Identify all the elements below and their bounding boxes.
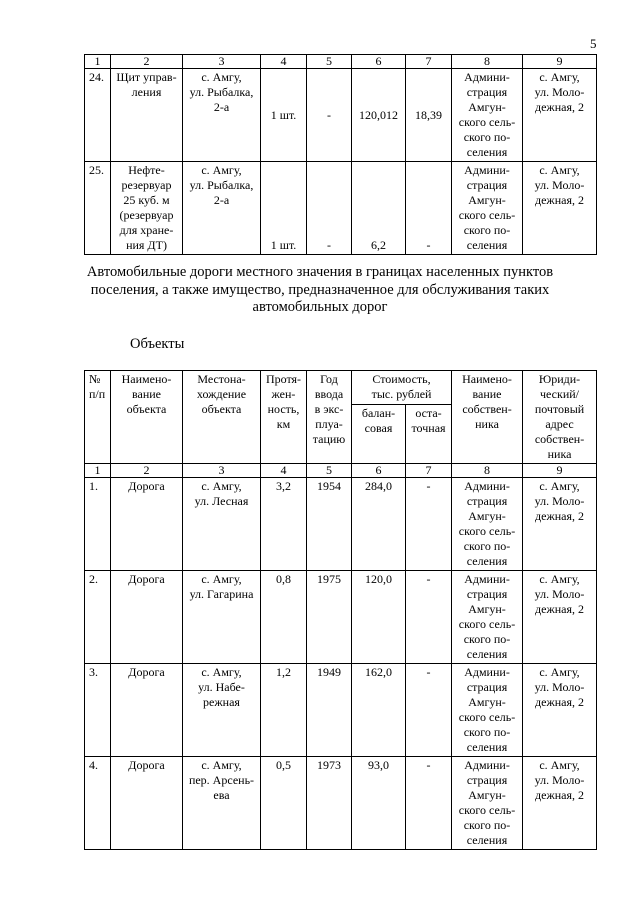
object-name: Нефте- резервуар 25 куб. м (резервуар для хране- ния ДТ)	[111, 162, 183, 255]
object-length: 0,8	[261, 571, 307, 664]
column-number: 8	[452, 464, 523, 478]
balance-cost: 162,0	[352, 664, 406, 757]
balance-cost: 93,0	[352, 757, 406, 850]
commission-year: 1973	[307, 757, 352, 850]
header-balance: балан- совая	[352, 405, 406, 464]
row-number: 24.	[85, 69, 111, 162]
roads-table	[84, 370, 597, 850]
header-address: Юриди- ческий/ почтовый адрес собствен- ника	[523, 371, 597, 464]
header-cost: Стоимость, тыс. рублей	[352, 371, 452, 405]
header-location: Местона- хождение объекта	[183, 371, 261, 464]
row-number: 4.	[85, 757, 111, 850]
owner-address: с. Амгу, ул. Моло- дежная, 2	[523, 757, 597, 850]
header-name: Наимено- вание объекта	[111, 371, 183, 464]
row-number: 25.	[85, 162, 111, 255]
owner-address: с. Амгу, ул. Моло- дежная, 2	[523, 478, 597, 571]
column-number: 4	[261, 55, 307, 69]
table-row	[85, 478, 597, 571]
commission-year: -	[307, 69, 352, 162]
owner-name: Админи- страция Амгун- ского сель- ского по- селения	[452, 757, 523, 850]
column-number: 9	[523, 55, 597, 69]
page-number: 5	[590, 36, 597, 51]
commission-year: 1954	[307, 478, 352, 571]
column-number: 1	[85, 464, 111, 478]
commission-year: -	[307, 162, 352, 255]
table-row	[85, 664, 597, 757]
object-length: 3,2	[261, 478, 307, 571]
residual-cost: -	[406, 478, 452, 571]
residual-cost: -	[406, 664, 452, 757]
row-number: 3.	[85, 664, 111, 757]
object-length: 1,2	[261, 664, 307, 757]
object-location: с. Амгу, ул. Набе- режная	[183, 664, 261, 757]
table-row	[85, 571, 597, 664]
owner-address: с. Амгу, ул. Моло- дежная, 2	[523, 664, 597, 757]
column-number: 8	[452, 55, 523, 69]
object-location: с. Амгу, ул. Гагарина	[183, 571, 261, 664]
header-year: Год ввода в экс- плуа- тацию	[307, 371, 352, 464]
object-length: 0,5	[261, 757, 307, 850]
table-row	[85, 69, 597, 162]
balance-cost: 284,0	[352, 478, 406, 571]
column-number: 7	[406, 464, 452, 478]
commission-year: 1949	[307, 664, 352, 757]
table-row	[85, 757, 597, 850]
residual-cost: 18,39	[406, 69, 452, 162]
owner-name: Админи- страция Амгун- ского сель- ского по- селения	[452, 162, 523, 255]
residual-cost: -	[406, 162, 452, 255]
column-number: 5	[307, 464, 352, 478]
commission-year: 1975	[307, 571, 352, 664]
column-number: 6	[352, 464, 406, 478]
object-name: Дорога	[111, 757, 183, 850]
header-length: Протя- жен- ность, км	[261, 371, 307, 464]
header-number: № п/п	[85, 371, 111, 464]
owner-address: с. Амгу, ул. Моло- дежная, 2	[523, 69, 597, 162]
column-number: 2	[111, 464, 183, 478]
column-number: 9	[523, 464, 597, 478]
column-number-row	[85, 55, 597, 69]
object-name: Дорога	[111, 478, 183, 571]
section-heading: Автомобильные дороги местного значения в границах населенных пунктов поселения, а также имущество, предназначенное для обслуживания таких автомобильных дорог	[86, 264, 554, 315]
row-number: 2.	[85, 571, 111, 664]
residual-cost: -	[406, 757, 452, 850]
balance-cost: 120,012	[352, 69, 406, 162]
column-number: 4	[261, 464, 307, 478]
header-residual: оста- точная	[406, 405, 452, 464]
object-length: 1 шт.	[261, 69, 307, 162]
owner-name: Админи- страция Амгун- ского сель- ского по- селения	[452, 664, 523, 757]
section-subheading: Объекты	[130, 336, 185, 352]
property-table-continued	[84, 54, 597, 255]
object-name: Дорога	[111, 571, 183, 664]
column-number: 3	[183, 55, 261, 69]
owner-address: с. Амгу, ул. Моло- дежная, 2	[523, 571, 597, 664]
object-location: с. Амгу, ул. Лесная	[183, 478, 261, 571]
balance-cost: 120,0	[352, 571, 406, 664]
owner-address: с. Амгу, ул. Моло- дежная, 2	[523, 162, 597, 255]
row-number: 1.	[85, 478, 111, 571]
table-header-row	[85, 371, 597, 405]
column-number: 6	[352, 55, 406, 69]
owner-name: Админи- страция Амгун- ского сель- ского по- селения	[452, 478, 523, 571]
owner-name: Админи- страция Амгун- ского сель- ского по- селения	[452, 69, 523, 162]
column-number: 2	[111, 55, 183, 69]
column-number: 1	[85, 55, 111, 69]
balance-cost: 6,2	[352, 162, 406, 255]
object-name: Щит управ- ления	[111, 69, 183, 162]
object-location: с. Амгу, ул. Рыбалка, 2-а	[183, 162, 261, 255]
column-number-row	[85, 464, 597, 478]
column-number: 3	[183, 464, 261, 478]
column-number: 7	[406, 55, 452, 69]
object-location: с. Амгу, ул. Рыбалка, 2-а	[183, 69, 261, 162]
header-owner: Наимено- вание собствен- ника	[452, 371, 523, 464]
residual-cost: -	[406, 571, 452, 664]
owner-name: Админи- страция Амгун- ского сель- ского по- селения	[452, 571, 523, 664]
object-location: с. Амгу, пер. Арсень- ева	[183, 757, 261, 850]
column-number: 5	[307, 55, 352, 69]
table-row	[85, 162, 597, 255]
object-name: Дорога	[111, 664, 183, 757]
object-length: 1 шт.	[261, 162, 307, 255]
